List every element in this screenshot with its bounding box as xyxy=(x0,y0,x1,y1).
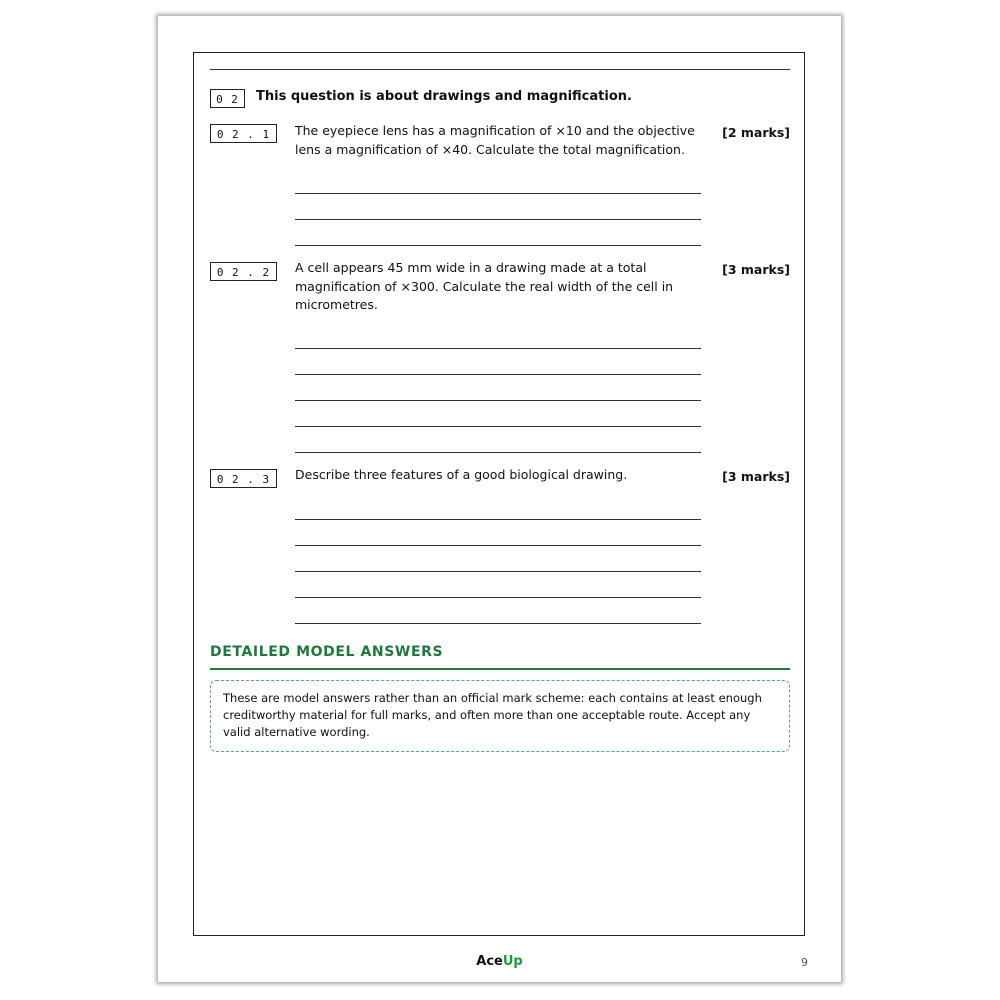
question-title: This question is about drawings and magnification. xyxy=(256,89,632,104)
page-number: 9 xyxy=(801,956,808,969)
brand-logo-part-ace: Ace xyxy=(476,954,503,969)
answer-line[interactable] xyxy=(295,426,701,427)
page-border xyxy=(193,52,805,936)
part-question-text-2: A cell appears 45 mm wide in a drawing made at a total magnification of ×300. Calculate the real width of the cell in micrometres. xyxy=(295,260,674,312)
part-number-box-1: 0 2 . 1 xyxy=(210,124,277,143)
answer-line[interactable] xyxy=(295,545,701,546)
answer-line[interactable] xyxy=(295,597,701,598)
model-answers-rule xyxy=(210,668,790,670)
exam-page xyxy=(158,16,841,982)
top-divider xyxy=(210,69,790,70)
answer-line[interactable] xyxy=(295,193,701,194)
part-number-box-3: 0 2 . 3 xyxy=(210,469,277,488)
model-answers-note-text: These are model answers rather than an official mark scheme: each contains at least enough creditworthy material for full marks, and often more than one acceptable route. Accept any valid alternative wording. xyxy=(223,691,762,739)
model-answers-note xyxy=(210,680,790,752)
answer-line[interactable] xyxy=(295,400,701,401)
part-question-text-1: The eyepiece lens has a magnification of ×10 and the objective lens a magnification of ×40. Calculate the total magnification. xyxy=(295,123,695,157)
part-question-text-3: Describe three features of a good biological drawing. xyxy=(295,467,628,482)
answer-line[interactable] xyxy=(295,571,701,572)
question-number-box: 0 2 xyxy=(210,89,245,108)
answer-line[interactable] xyxy=(295,519,701,520)
brand-logo-part-up: Up xyxy=(502,954,523,969)
brand-logo xyxy=(158,954,841,969)
answer-line[interactable] xyxy=(295,348,701,349)
part-marks-2: [3 marks] xyxy=(722,262,790,277)
answer-line[interactable] xyxy=(295,219,701,220)
model-answers-heading: DETAILED MODEL ANSWERS xyxy=(210,644,444,660)
answer-line[interactable] xyxy=(295,452,701,453)
part-marks-3: [3 marks] xyxy=(722,469,790,484)
answer-line[interactable] xyxy=(295,623,701,624)
answer-line[interactable] xyxy=(295,245,701,246)
part-marks-1: [2 marks] xyxy=(722,125,790,140)
answer-line[interactable] xyxy=(295,374,701,375)
part-number-box-2: 0 2 . 2 xyxy=(210,262,277,281)
